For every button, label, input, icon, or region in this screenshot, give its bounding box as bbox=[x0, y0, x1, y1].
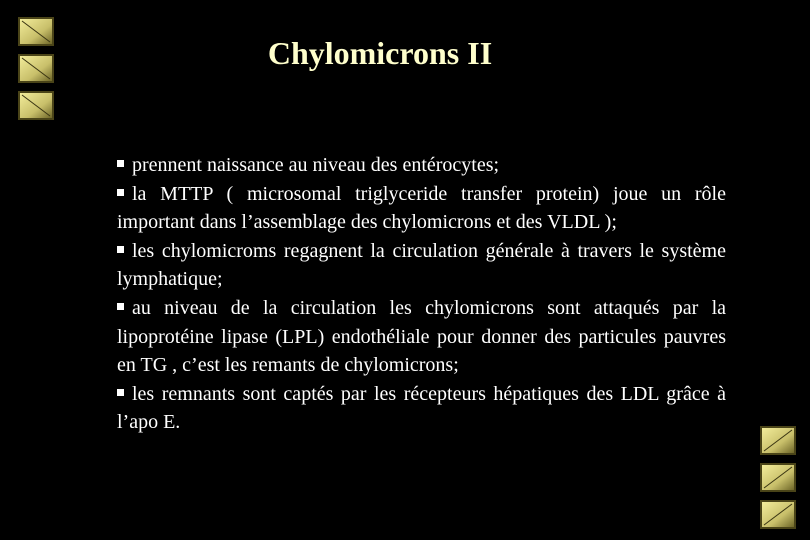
square-bullet-icon bbox=[117, 246, 124, 253]
beveled-square-icon bbox=[760, 500, 796, 529]
bullet-item bbox=[117, 151, 726, 180]
slide-body bbox=[117, 151, 726, 437]
bullet-text: les chylomicroms regagnent la circulation générale à travers le système lymphatique; bbox=[117, 239, 726, 291]
bullet-text: prennent naissance au niveau des entérocytes; bbox=[132, 154, 500, 176]
bullet-item bbox=[117, 380, 726, 437]
square-bullet-icon bbox=[117, 389, 124, 396]
beveled-square-icon bbox=[18, 17, 54, 46]
slide-title: Chylomicrons II bbox=[267, 35, 493, 71]
bullet-text: au niveau de la circulation les chylomicrons sont attaqués par la lipoprotéine lipase (LPL) endothéliale pour donner des particules pauvres en TG , c’est les remants de chylomicrons; bbox=[117, 296, 726, 377]
bullet-text: les remnants sont captés par les récepteurs hépatiques des LDL grâce à l’apo E. bbox=[117, 382, 726, 434]
bullet-item bbox=[117, 294, 726, 380]
bullet-item bbox=[117, 237, 726, 294]
square-bullet-icon bbox=[117, 303, 124, 310]
bullet-text: la MTTP ( microsomal triglyceride transfer protein) joue un rôle important dans l’assemblage des chylomicrons et des VLDL ); bbox=[117, 182, 726, 234]
bullet-item bbox=[117, 180, 726, 237]
square-bullet-icon bbox=[117, 160, 124, 167]
square-bullet-icon bbox=[117, 189, 124, 196]
beveled-square-icon bbox=[18, 54, 54, 83]
beveled-square-icon bbox=[18, 91, 54, 120]
beveled-square-icon bbox=[760, 463, 796, 492]
beveled-square-icon bbox=[760, 426, 796, 455]
